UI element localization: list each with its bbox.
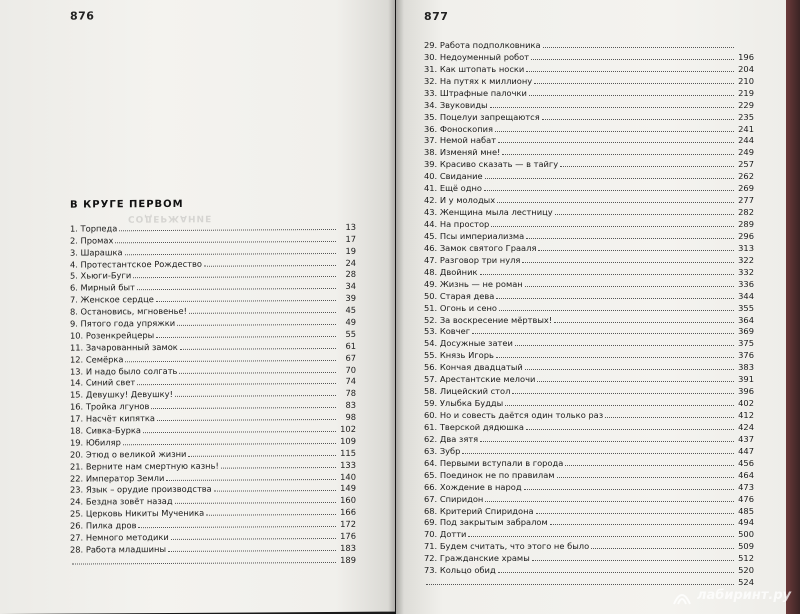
toc-entry-title: 71. Будем считать, что этого не было xyxy=(424,541,590,552)
toc-entry-title: 34. Звуковиды xyxy=(424,99,488,110)
toc-entry xyxy=(424,217,754,229)
dot-leader xyxy=(133,276,336,278)
toc-entry-page: 61 xyxy=(345,340,356,351)
toc-entry-title: 53. Ковчег xyxy=(424,326,471,337)
toc-entry-page: 412 xyxy=(738,410,754,420)
dot-leader xyxy=(532,560,734,561)
toc-entry-page: 45 xyxy=(345,304,356,316)
labyrinth-logo-icon xyxy=(672,588,692,606)
dot-leader xyxy=(525,286,734,287)
dot-leader xyxy=(480,441,734,442)
toc-entry-title: 32. На путях к миллиону xyxy=(424,75,533,86)
toc-entry-title: 1. Торпеда xyxy=(70,223,118,234)
toc-entry-page: 500 xyxy=(738,529,754,540)
toc-entry xyxy=(424,62,754,74)
toc-entry xyxy=(424,169,754,181)
toc-entry xyxy=(424,384,754,396)
dot-leader xyxy=(189,312,336,314)
toc-entry-title: 52. За воскресение мёртвых! xyxy=(424,314,553,325)
dot-leader xyxy=(565,465,734,466)
book-edge xyxy=(786,0,800,614)
toc-entry-title: 21. Верните нам смертную казнь! xyxy=(70,460,219,472)
dot-leader xyxy=(495,131,734,132)
dot-leader xyxy=(179,372,336,374)
toc-entry-page: 336 xyxy=(738,278,754,289)
toc-entry-title: 73. Кольцо обид xyxy=(424,565,496,576)
book-gutter xyxy=(388,0,404,614)
toc-entry-page: 364 xyxy=(738,314,754,325)
toc-entry xyxy=(424,122,754,134)
toc-entry-title: 16. Тройка лгунов xyxy=(70,401,150,412)
toc-entry-page: 13 xyxy=(345,221,356,232)
dot-leader xyxy=(180,348,336,350)
dot-leader xyxy=(498,142,734,143)
toc-entry-title: 41. Ещё одно xyxy=(424,183,482,194)
dot-leader xyxy=(138,526,336,528)
toc-entry xyxy=(424,181,754,193)
toc-entry-title: 44. На простор xyxy=(424,219,490,229)
toc-entry-title: 47. Разговор три нуля xyxy=(424,254,521,265)
dot-leader xyxy=(485,178,734,179)
dot-leader xyxy=(526,429,734,430)
toc-entry-page: 524 xyxy=(738,577,754,588)
toc-entry-page: 140 xyxy=(340,471,356,482)
dot-leader xyxy=(529,95,734,96)
dot-leader xyxy=(531,59,734,60)
toc-entry-title: 64. Первыми вступали в города xyxy=(424,457,564,468)
toc-entry-title: 61. Тверской дядюшка xyxy=(424,421,524,432)
dot-leader xyxy=(498,572,734,573)
toc-entry-page: 437 xyxy=(738,433,754,444)
toc-entry xyxy=(424,193,754,205)
toc-entry-title: 26. Пилка дров xyxy=(70,520,137,531)
toc-entry-title: 6. Мирный быт xyxy=(70,282,135,293)
toc-entry-title: 7. Женское сердце xyxy=(70,294,154,305)
toc-entry-page: 109 xyxy=(340,435,356,446)
toc-entry-title: 13. И надо было солгать xyxy=(70,365,178,377)
toc-entry-page: 369 xyxy=(738,326,754,337)
toc-entry-page: 476 xyxy=(738,493,754,504)
toc-entry-title: 39. Красиво сказать — в тайгу xyxy=(424,159,559,170)
toc-entry-title: 54. Досужные затеи xyxy=(424,338,513,349)
toc-entry-title: 48. Двойник xyxy=(424,266,478,277)
toc-entry xyxy=(424,372,754,384)
toc-entry-title: 51. Огонь и сено xyxy=(424,302,497,313)
toc-entry-title: 68. Критерий Спиридона xyxy=(424,505,534,516)
toc-entry xyxy=(424,110,754,122)
toc-entry xyxy=(424,444,754,456)
toc-entry-title: 20. Этюд о великой жизни xyxy=(70,448,187,460)
dot-leader xyxy=(472,333,734,334)
toc-entry-page: 55 xyxy=(345,328,356,339)
left-page-number: 876 xyxy=(70,9,95,23)
dot-leader xyxy=(137,383,336,385)
dot-leader xyxy=(550,524,734,525)
toc-entry-page: 210 xyxy=(738,75,754,86)
dot-leader xyxy=(175,502,336,504)
toc-entry-title: 23. Язык – орудие производства xyxy=(70,484,212,496)
toc-entry-page: 204 xyxy=(738,63,754,74)
toc-entry-title: 8. Остановись, мгновенье! xyxy=(70,305,187,317)
toc-entry xyxy=(424,265,754,277)
dot-leader xyxy=(168,550,336,552)
dot-leader xyxy=(512,393,734,394)
toc-entry-page: 83 xyxy=(345,400,356,411)
dot-leader xyxy=(204,265,336,267)
toc-entry-title: 35. Поцелуи запрещаются xyxy=(424,111,540,122)
toc-entry-title: 70. Дотти xyxy=(424,529,467,540)
toc-entry xyxy=(424,241,754,253)
toc-entry-title: 27. Немного методики xyxy=(70,532,169,543)
toc-entry xyxy=(424,408,754,420)
dot-leader xyxy=(206,514,336,516)
toc-entry-page: 39 xyxy=(345,293,356,304)
toc-entry-page: 115 xyxy=(340,447,356,458)
toc-entry-page: 485 xyxy=(738,505,754,516)
right-page-number: 877 xyxy=(424,10,449,23)
toc-entry-title: 12. Семёрка xyxy=(70,353,124,365)
toc-entry xyxy=(424,480,754,492)
toc-entry-title: 5. Хьюги-Буги xyxy=(70,270,132,282)
toc-entry-title: 37. Немой набат xyxy=(424,135,497,146)
left-page xyxy=(0,0,395,614)
toc-entry-title: 62. Два зятя xyxy=(424,433,479,444)
toc-entry-title: 19. Юбиляр xyxy=(70,437,121,448)
toc-entry-title: 14. Синий свет xyxy=(70,377,136,389)
toc-entry-page: 244 xyxy=(738,135,754,146)
toc-entry-title: 63. Зубр xyxy=(424,445,461,456)
dot-leader xyxy=(143,431,336,433)
dot-leader xyxy=(591,548,734,549)
toc-entry-page: 269 xyxy=(738,183,754,194)
dot-leader xyxy=(605,417,734,418)
toc-entry-title: 30. Недоуменный робот xyxy=(424,51,530,62)
toc-list-left xyxy=(70,220,356,567)
toc-entry-page: 332 xyxy=(738,266,754,277)
toc-entry xyxy=(424,205,754,217)
toc-entry-title: 9. Пятого года упряжки xyxy=(70,317,176,329)
toc-entry-page: 262 xyxy=(738,171,754,182)
dot-leader xyxy=(525,369,734,370)
dot-leader xyxy=(119,229,336,231)
toc-entry xyxy=(70,553,356,567)
dot-leader xyxy=(166,479,336,481)
toc-entry-page: 447 xyxy=(738,445,754,456)
dot-leader xyxy=(72,562,336,565)
dot-leader xyxy=(497,202,734,203)
toc-entry-title: 38. Изменяй мне! xyxy=(424,147,501,158)
toc-entry-page: 235 xyxy=(738,111,754,122)
dot-leader xyxy=(156,336,336,338)
dot-leader xyxy=(214,490,336,492)
toc-entry-title: 66. Хождение в народ xyxy=(424,481,522,492)
toc-entry-title: 49. Жизнь — не роман xyxy=(424,278,523,289)
toc-entry-title: 60. Но и совесть даётся один только раз xyxy=(424,410,604,420)
dot-leader xyxy=(524,489,734,490)
toc-entry-page: 277 xyxy=(738,195,754,206)
toc-entry-page: 391 xyxy=(738,374,754,385)
toc-entry-page: 396 xyxy=(738,386,754,397)
dot-leader xyxy=(175,395,336,397)
dot-leader xyxy=(496,357,734,358)
toc-entry xyxy=(424,313,754,325)
toc-entry-page: 464 xyxy=(738,469,754,480)
dot-leader xyxy=(137,288,336,290)
toc-entry-title: 46. Замок святого Грааля xyxy=(424,242,537,253)
toc-entry-title: 45. Псы империализма xyxy=(424,230,525,241)
dot-leader xyxy=(171,538,336,540)
toc-entry-page: 166 xyxy=(340,507,356,518)
toc-entry-page: 313 xyxy=(738,242,754,253)
toc-entry-page: 74 xyxy=(345,376,356,387)
toc-entry-page: 98 xyxy=(345,411,356,423)
dot-leader xyxy=(462,453,734,454)
dot-leader xyxy=(468,536,734,537)
toc-entry-title: 31. Как штопать носки xyxy=(424,63,525,74)
dot-leader xyxy=(123,443,336,445)
toc-entry xyxy=(424,86,754,98)
toc-entry xyxy=(424,157,754,169)
dot-leader xyxy=(496,298,734,299)
toc-entry-page: 241 xyxy=(738,123,754,134)
toc-entry-title: 40. Свидание xyxy=(424,171,483,182)
dot-leader xyxy=(542,119,734,120)
toc-entry xyxy=(424,527,754,539)
toc-entry-title: 28. Работа младшины xyxy=(70,543,167,555)
toc-entry-title: 22. Император Земли xyxy=(70,472,165,484)
section-heading: В КРУГЕ ПЕРВОМ xyxy=(70,198,184,211)
toc-entry-page: 196 xyxy=(738,51,754,62)
toc-entry-page: 189 xyxy=(340,554,356,565)
toc-entry-page: 133 xyxy=(340,459,356,470)
toc-entry-title: 3. Шарашка xyxy=(70,246,123,258)
dot-leader xyxy=(522,262,734,263)
toc-entry-page: 67 xyxy=(345,352,356,363)
toc-entry-title: 72. Гражданские храмы xyxy=(424,553,530,564)
toc-entry-title: 56. Кончая двадцатый xyxy=(424,362,523,373)
toc-entry xyxy=(424,551,754,563)
toc-entry-title: 25. Церковь Никиты Мученика xyxy=(70,508,205,519)
toc-entry xyxy=(424,575,754,587)
toc-entry-title: 11. Зачарованный замок xyxy=(70,341,178,353)
dot-leader xyxy=(157,419,336,421)
dot-leader xyxy=(534,83,734,84)
toc-entry-page: 296 xyxy=(738,230,754,241)
dot-leader xyxy=(515,345,734,346)
toc-entry-page: 183 xyxy=(340,542,356,553)
toc-entry-page: 172 xyxy=(340,518,356,530)
toc-entry-title: 43. Женщина мыла лестницу xyxy=(424,207,553,218)
toc-entry xyxy=(424,539,754,551)
toc-entry xyxy=(424,229,754,241)
toc-entry xyxy=(424,504,754,516)
dot-leader xyxy=(485,501,734,502)
toc-entry-title: 58. Лицейский стол xyxy=(424,386,511,397)
dot-leader xyxy=(505,405,734,406)
dot-leader xyxy=(499,310,734,311)
toc-entry-title: 36. Фоноскопия xyxy=(424,123,494,134)
dot-leader xyxy=(480,274,734,275)
toc-entry xyxy=(424,145,754,157)
toc-entry-page: 424 xyxy=(738,421,754,432)
toc-entry-page: 383 xyxy=(738,362,754,373)
toc-entry xyxy=(424,516,754,528)
toc-entry-page: 70 xyxy=(345,364,356,375)
dot-leader xyxy=(221,467,336,469)
dot-leader xyxy=(502,154,734,155)
dot-leader xyxy=(554,322,734,323)
toc-entry-page: 520 xyxy=(738,565,754,576)
toc-entry-page: 402 xyxy=(738,398,754,409)
toc-entry xyxy=(424,98,754,110)
dot-leader xyxy=(537,381,734,382)
dot-leader xyxy=(125,360,336,362)
toc-entry xyxy=(424,277,754,289)
toc-entry-title: 67. Спиридон xyxy=(424,493,484,504)
toc-entry-title: 2. Промах xyxy=(70,235,114,246)
toc-entry xyxy=(424,348,754,360)
toc-entry-title: 29. Работа подполковника xyxy=(424,39,541,50)
dot-leader xyxy=(555,214,734,215)
toc-entry-title: 69. Под закрытым забралом xyxy=(424,517,548,528)
dot-leader xyxy=(177,324,336,326)
toc-entry-page: 219 xyxy=(738,87,754,98)
toc-entry-title: 65. Поединок не по правилам xyxy=(424,469,555,480)
watermark-text: лабиринт.ру xyxy=(697,588,792,603)
toc-entry-title: 50. Старая дева xyxy=(424,290,495,301)
toc-entry-page: 34 xyxy=(345,281,356,292)
toc-entry xyxy=(424,50,754,62)
dot-leader xyxy=(536,513,734,514)
toc-entry xyxy=(424,38,754,50)
right-page xyxy=(396,0,786,614)
toc-entry-page: 249 xyxy=(738,147,754,158)
dot-leader xyxy=(526,71,734,72)
toc-entry xyxy=(424,360,754,372)
toc-entry-page: 17 xyxy=(345,233,356,244)
show-through-text: СОДЕРЖАНИЕ xyxy=(128,212,213,224)
toc-entry xyxy=(424,134,754,146)
toc-entry-page: 49 xyxy=(345,316,356,327)
toc-entry xyxy=(424,325,754,337)
toc-entry-title: 17. Насчёт кипятка xyxy=(70,413,155,424)
toc-entry-title: 55. Князь Игорь xyxy=(424,350,494,361)
toc-entry-page: 102 xyxy=(340,423,356,434)
toc-entry-title: 33. Штрафные палочки xyxy=(424,87,527,98)
toc-entry-page: 149 xyxy=(340,483,356,494)
dot-leader xyxy=(491,226,734,227)
toc-entry-page: 282 xyxy=(738,207,754,218)
toc-entry-page: 289 xyxy=(738,219,754,229)
toc-entry-page: 344 xyxy=(738,290,754,301)
toc-entry-page: 375 xyxy=(738,338,754,349)
toc-entry-page: 509 xyxy=(738,541,754,552)
dot-leader xyxy=(484,190,734,191)
dot-leader xyxy=(543,47,734,48)
toc-entry xyxy=(424,432,754,444)
toc-entry xyxy=(424,74,754,86)
toc-entry-page: 257 xyxy=(738,159,754,170)
toc-entry-page: 473 xyxy=(738,481,754,492)
toc-list-right xyxy=(424,38,754,587)
toc-entry xyxy=(424,301,754,313)
toc-entry-title: 15. Девушку! Девушку! xyxy=(70,389,173,400)
toc-entry-page: 28 xyxy=(345,269,356,280)
toc-entry xyxy=(424,396,754,408)
dot-leader xyxy=(557,477,734,478)
dot-leader xyxy=(156,300,336,302)
toc-entry-page: 494 xyxy=(738,517,754,528)
toc-entry xyxy=(424,456,754,468)
toc-entry-page: 19 xyxy=(345,245,356,256)
toc-entry-title: 42. И у молодых xyxy=(424,195,496,206)
dot-leader xyxy=(125,253,336,255)
toc-entry xyxy=(424,420,754,432)
toc-entry-page: 78 xyxy=(345,388,356,399)
dot-leader xyxy=(560,166,734,167)
toc-entry-title: 57. Арестантские мелочи xyxy=(424,374,536,385)
toc-entry-title: 4. Протестантское Рождество xyxy=(70,258,202,270)
toc-entry-title: 18. Сивка-Бурка xyxy=(70,425,141,436)
toc-entry-page: 229 xyxy=(738,99,754,110)
toc-entry-title: 24. Бездна зовёт назад xyxy=(70,496,173,507)
toc-entry-title: 59. Улыбка Будды xyxy=(424,398,504,409)
dot-leader xyxy=(538,250,734,251)
toc-entry xyxy=(424,492,754,504)
dot-leader xyxy=(426,584,734,585)
toc-entry xyxy=(424,336,754,348)
toc-entry-page: 355 xyxy=(738,302,754,313)
toc-entry xyxy=(424,289,754,301)
toc-entry xyxy=(424,468,754,480)
dot-leader xyxy=(490,107,734,108)
dot-leader xyxy=(526,238,734,239)
toc-entry xyxy=(424,253,754,265)
dot-leader xyxy=(188,455,336,457)
toc-entry-page: 160 xyxy=(340,495,356,506)
toc-entry-page: 376 xyxy=(738,350,754,361)
dot-leader xyxy=(151,407,336,409)
toc-entry-page: 24 xyxy=(345,257,356,268)
toc-entry-page: 512 xyxy=(738,553,754,564)
toc-entry xyxy=(424,563,754,575)
toc-entry-page: 176 xyxy=(340,530,356,541)
toc-entry-title: 10. Розенкрейцеры xyxy=(70,329,155,341)
toc-entry-page: 322 xyxy=(738,254,754,265)
toc-entry-page: 456 xyxy=(738,457,754,468)
dot-leader xyxy=(115,241,336,243)
